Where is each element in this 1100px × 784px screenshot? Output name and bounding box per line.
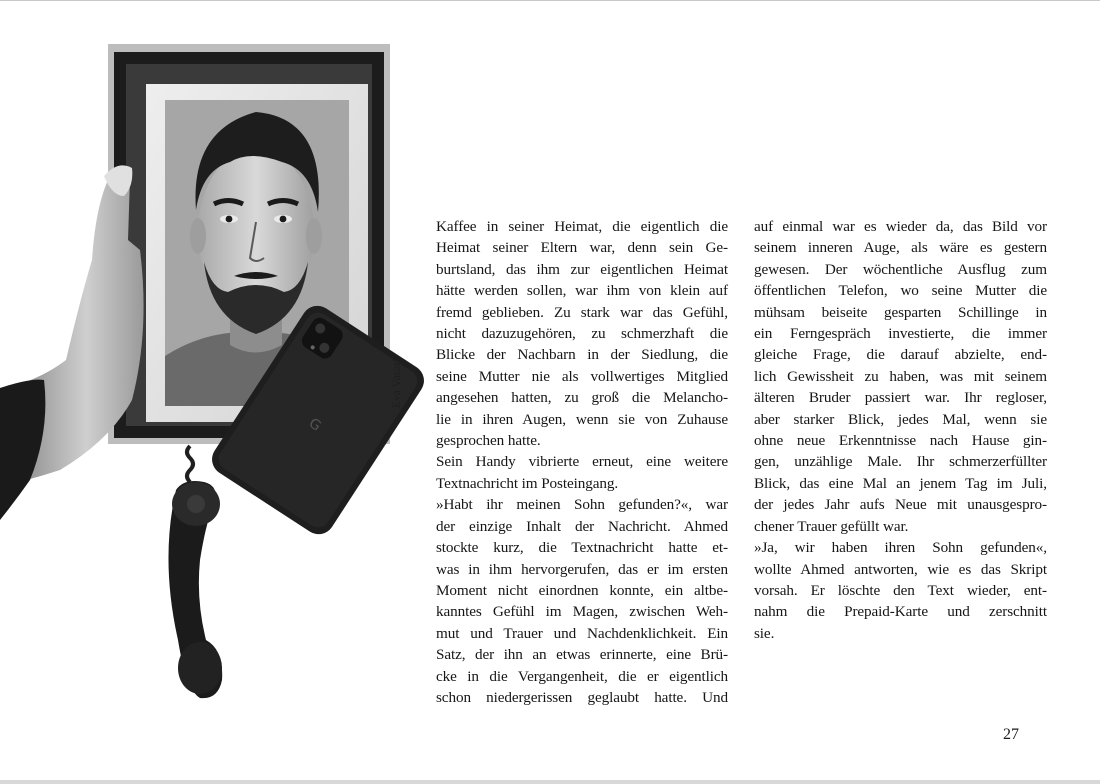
text-line: gewesen. Der wöchentliche Ausflug zum (754, 260, 1047, 278)
text-line: Satz, der ihn an etwas erinnerte, eine Brü- (436, 646, 728, 664)
text-line: Heimat seiner Eltern war, denn sein Ge- (436, 239, 728, 257)
text-line: der jedes Jahr aufs Neue mit unausgespro- (754, 496, 1047, 514)
telephone-handset (168, 446, 222, 698)
text-line: fremd geblieben. Zu stark war das Gefühl, (436, 303, 728, 321)
text-line: angesehen hatten, zu groß die Melancho- (436, 389, 728, 407)
text-line: »Ja, wir haben ihren Sohn gefunden«, (754, 539, 1047, 557)
text-line: cke in die Vergangenheit, die er eigentlich (436, 667, 728, 685)
text-line: mut und Trauer und Nachdenklichkeit. Ein (436, 624, 728, 642)
text-line: aber starker Blick, jedes Mal, wenn sie (754, 410, 1047, 428)
text-line: Textnachricht im Posteingang. (436, 474, 619, 492)
photo-illustration (0, 0, 430, 710)
text-line: burtsland, das ihm zur eigentlichen Heimat (436, 260, 728, 278)
text-line: was in ihm hervorgerufen, das er im ersten (436, 560, 728, 578)
text-line: auf einmal war es wieder da, das Bild vor (754, 218, 1047, 235)
text-line: älteren Bruder passiert war. Ihr regloser, (754, 389, 1047, 407)
text-line: nahm die Prepaid-Karte und zerschnitt (754, 603, 1047, 621)
text-line: hätte werden sollen, war ihm von klein auf (436, 282, 728, 300)
text-line: lie in ihren Augen, wenn sie von Zuhause (436, 410, 728, 428)
svg-text:G: G (305, 415, 324, 435)
page-number: 27 (1003, 726, 1019, 743)
text-line: sie. (754, 624, 775, 642)
text-line: Moment nicht einordnen konnte, ein altbe- (436, 581, 728, 599)
page-bottom-edge (0, 780, 1100, 784)
text-line: Blicke der Nachbarn in der Siedlung, die (436, 346, 728, 364)
text-line: ein Ferngespräch investierte, die immer (754, 325, 1047, 343)
text-line: lich Gewissheit zu haben, was mit seinem (754, 367, 1047, 385)
text-line: Blick, das eine Mal an jenem Tag im Juli, (754, 474, 1047, 492)
text-line: seine Mutter nie als vollwertiges Mitglied (436, 367, 728, 385)
text-line: stockte kurz, die Textnachricht hatte et- (436, 539, 728, 557)
text-line: Kaffee in seiner Heimat, die eigentlich die (436, 218, 728, 235)
text-line: schon niedergerissen geglaubt hatte. Und (436, 688, 728, 706)
text-line: nicht dazuzugehören, zu schmerzhaft die (436, 325, 728, 343)
text-line: der einzige Inhalt der Nachricht. Ahmed (436, 517, 728, 535)
text-line: »Habt ihr meinen Sohn gefunden?«, war (436, 496, 728, 514)
text-line: kanntes Gefühl im Magen, zwischen Weh- (436, 603, 728, 621)
text-line: öffentlichen Telefon, wo seine Mutter die (754, 282, 1047, 300)
photo-credit: Eva Vasari (391, 358, 403, 408)
text-line: ohne neue Erkenntnisse nach Hause gin- (754, 432, 1047, 450)
text-column-right (754, 216, 1047, 644)
text-line: seinem inneren Auge, als wäre es gestern (754, 239, 1047, 257)
text-line: gleiche Frage, die darauf abzielte, end- (754, 346, 1047, 364)
text-line: gen, unzählige Male. Ihr schmerzerfüllter (754, 453, 1047, 471)
text-line: mühsam beiseite gesparten Schillinge in (754, 303, 1047, 321)
hand-holding-frame (0, 165, 144, 520)
text-column-left (436, 216, 728, 708)
text-line: chener Trauer gefüllt war. (754, 517, 909, 535)
text-line: gesprochen hatte. (436, 432, 541, 450)
text-line: vorsah. Er löschte den Text wieder, ent- (754, 581, 1047, 599)
text-line: Sein Handy vibrierte erneut, eine weitere (436, 453, 728, 471)
text-line: wollte Ahmed antworten, wie es das Skript (754, 560, 1047, 578)
